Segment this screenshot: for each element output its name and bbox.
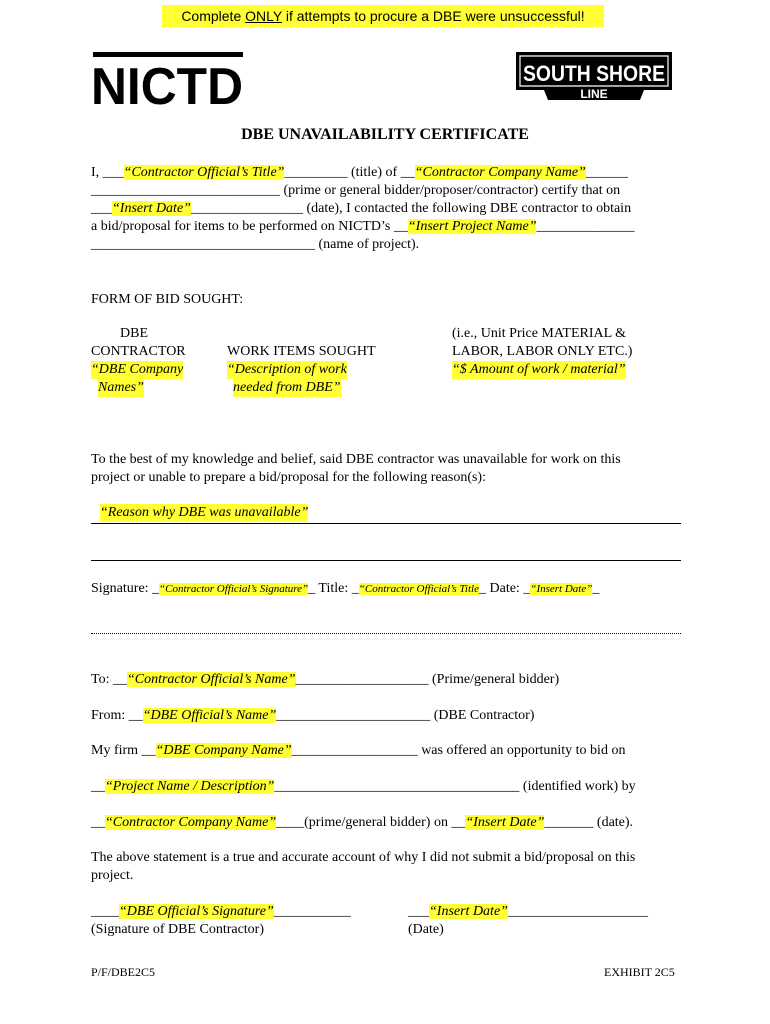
document-title: DBE UNAVAILABILITY CERTIFICATE: [241, 126, 529, 143]
banner-text-pre: Complete: [181, 8, 246, 24]
intro-line-1: I, ___“Contractor Official’s Title”_________ (title) of __“Contractor Company Name”______: [91, 165, 628, 180]
dbe-date-field[interactable]: “Insert Date”: [429, 904, 508, 919]
svg-text:NICTD: NICTD: [93, 58, 243, 106]
contractor-official-title-field[interactable]: “Contractor Official’s Title”: [123, 165, 285, 180]
form-of-bid-label: FORM OF BID SOUGHT:: [91, 292, 244, 307]
signature-line: Signature: _“Contractor Official’s Signature”_ Title: _“Contractor Official’s Title_ Date: _“Insert Date”_: [91, 581, 600, 596]
dbe-company-names-field-line2[interactable]: Names”: [98, 380, 144, 395]
insert-date-field[interactable]: “Insert Date”: [112, 201, 191, 216]
svg-text:SOUTH SHORE: SOUTH SHORE: [523, 61, 665, 86]
contractor-title-field[interactable]: “Contractor Official’s Title: [358, 583, 479, 595]
dbe-company-name-field[interactable]: “DBE Company Name”: [155, 743, 292, 758]
firm-line: My firm __“DBE Company Name”__________________ was offered an opportunity to bid on: [91, 743, 626, 758]
dbe-date-line: ___“Insert Date”____________________: [408, 904, 648, 919]
dbe-date-label: (Date): [408, 922, 444, 937]
contractor-company-name-field[interactable]: “Contractor Company Name”: [414, 165, 586, 180]
south-shore-line-logo: [514, 50, 674, 102]
reason-unavailable-field[interactable]: “Reason why DBE was unavailable”: [100, 505, 309, 520]
contractor-line: __“Contractor Company Name”____(prime/general bidder) on __“Insert Date”_______ (date).: [91, 815, 634, 830]
dbe-signature-line: ____“DBE Official’s Signature”___________: [91, 904, 351, 919]
statement-line-2: project.: [91, 868, 134, 883]
footer-exhibit: EXHIBIT 2C5: [604, 965, 675, 979]
dbe-company-names-field[interactable]: “DBE Company: [91, 362, 184, 377]
instruction-banner: [162, 5, 604, 27]
contractor-signature-field[interactable]: “Contractor Official’s Signature”: [159, 583, 309, 595]
insert-project-name-field[interactable]: “Insert Project Name”: [407, 219, 537, 234]
col-amount-header-1: (i.e., Unit Price MATERIAL &: [452, 326, 627, 341]
col-work-items-header: WORK ITEMS SOUGHT: [227, 344, 376, 359]
footer-form-code: P/F/DBE2C5: [91, 965, 156, 979]
dbe-signature-label: (Signature of DBE Contractor): [91, 922, 265, 937]
intro-line-3: ___“Insert Date”________________ (date), I contacted the following DBE contractor to obtain: [91, 201, 632, 216]
intro-line-4: a bid/proposal for items to be performed on NICTD’s __“Insert Project Name”______________: [91, 219, 635, 234]
col-amount-header-2: LABOR, LABOR ONLY ETC.): [452, 344, 633, 359]
col-contractor-header-2: CONTRACTOR: [91, 344, 186, 359]
project-line: __“Project Name / Description”___________________________________ (identified work) by: [91, 779, 636, 794]
statement-line-1: The above statement is a true and accurate account of why I did not submit a bid/proposal on this: [91, 850, 636, 865]
banner-text-only: ONLY: [245, 8, 282, 24]
nictd-logo: [93, 52, 245, 106]
dbe-official-name-field[interactable]: “DBE Official’s Name”: [142, 708, 277, 723]
intro-line-5: ________________________________ (name of project).: [91, 237, 420, 252]
reason-line-1: [91, 523, 681, 524]
work-description-field-line2[interactable]: needed from DBE”: [233, 380, 341, 395]
banner-text-post: if attempts to procure a DBE were unsuccessful!: [281, 8, 585, 24]
section-divider: [91, 633, 681, 634]
signature-date-field[interactable]: “Insert Date”: [530, 583, 593, 595]
contractor-company-name-field-2[interactable]: “Contractor Company Name”: [105, 815, 277, 830]
to-line: To: __“Contractor Official’s Name”___________________ (Prime/general bidder): [91, 672, 560, 687]
belief-line-2: project or unable to prepare a bid/proposal for the following reason(s):: [91, 470, 486, 485]
contractor-official-name-field[interactable]: “Contractor Official’s Name”: [126, 672, 296, 687]
work-description-field[interactable]: “Description of work: [227, 362, 347, 377]
reason-line-2: [91, 560, 681, 561]
bid-date-field[interactable]: “Insert Date”: [465, 815, 545, 830]
col-contractor-header-1: DBE: [120, 326, 148, 341]
intro-line-2: ___________________________ (prime or general bidder/proposer/contractor) certify that on: [91, 183, 621, 198]
from-line: From: __“DBE Official’s Name”______________________ (DBE Contractor): [91, 708, 535, 723]
dbe-official-signature-field[interactable]: “DBE Official’s Signature”: [119, 904, 274, 919]
project-name-description-field[interactable]: “Project Name / Description”: [105, 779, 275, 794]
amount-of-work-field[interactable]: “$ Amount of work / material”: [452, 362, 626, 377]
belief-line-1: To the best of my knowledge and belief, said DBE contractor was unavailable for work on this: [91, 452, 621, 467]
svg-text:LINE: LINE: [580, 87, 608, 101]
